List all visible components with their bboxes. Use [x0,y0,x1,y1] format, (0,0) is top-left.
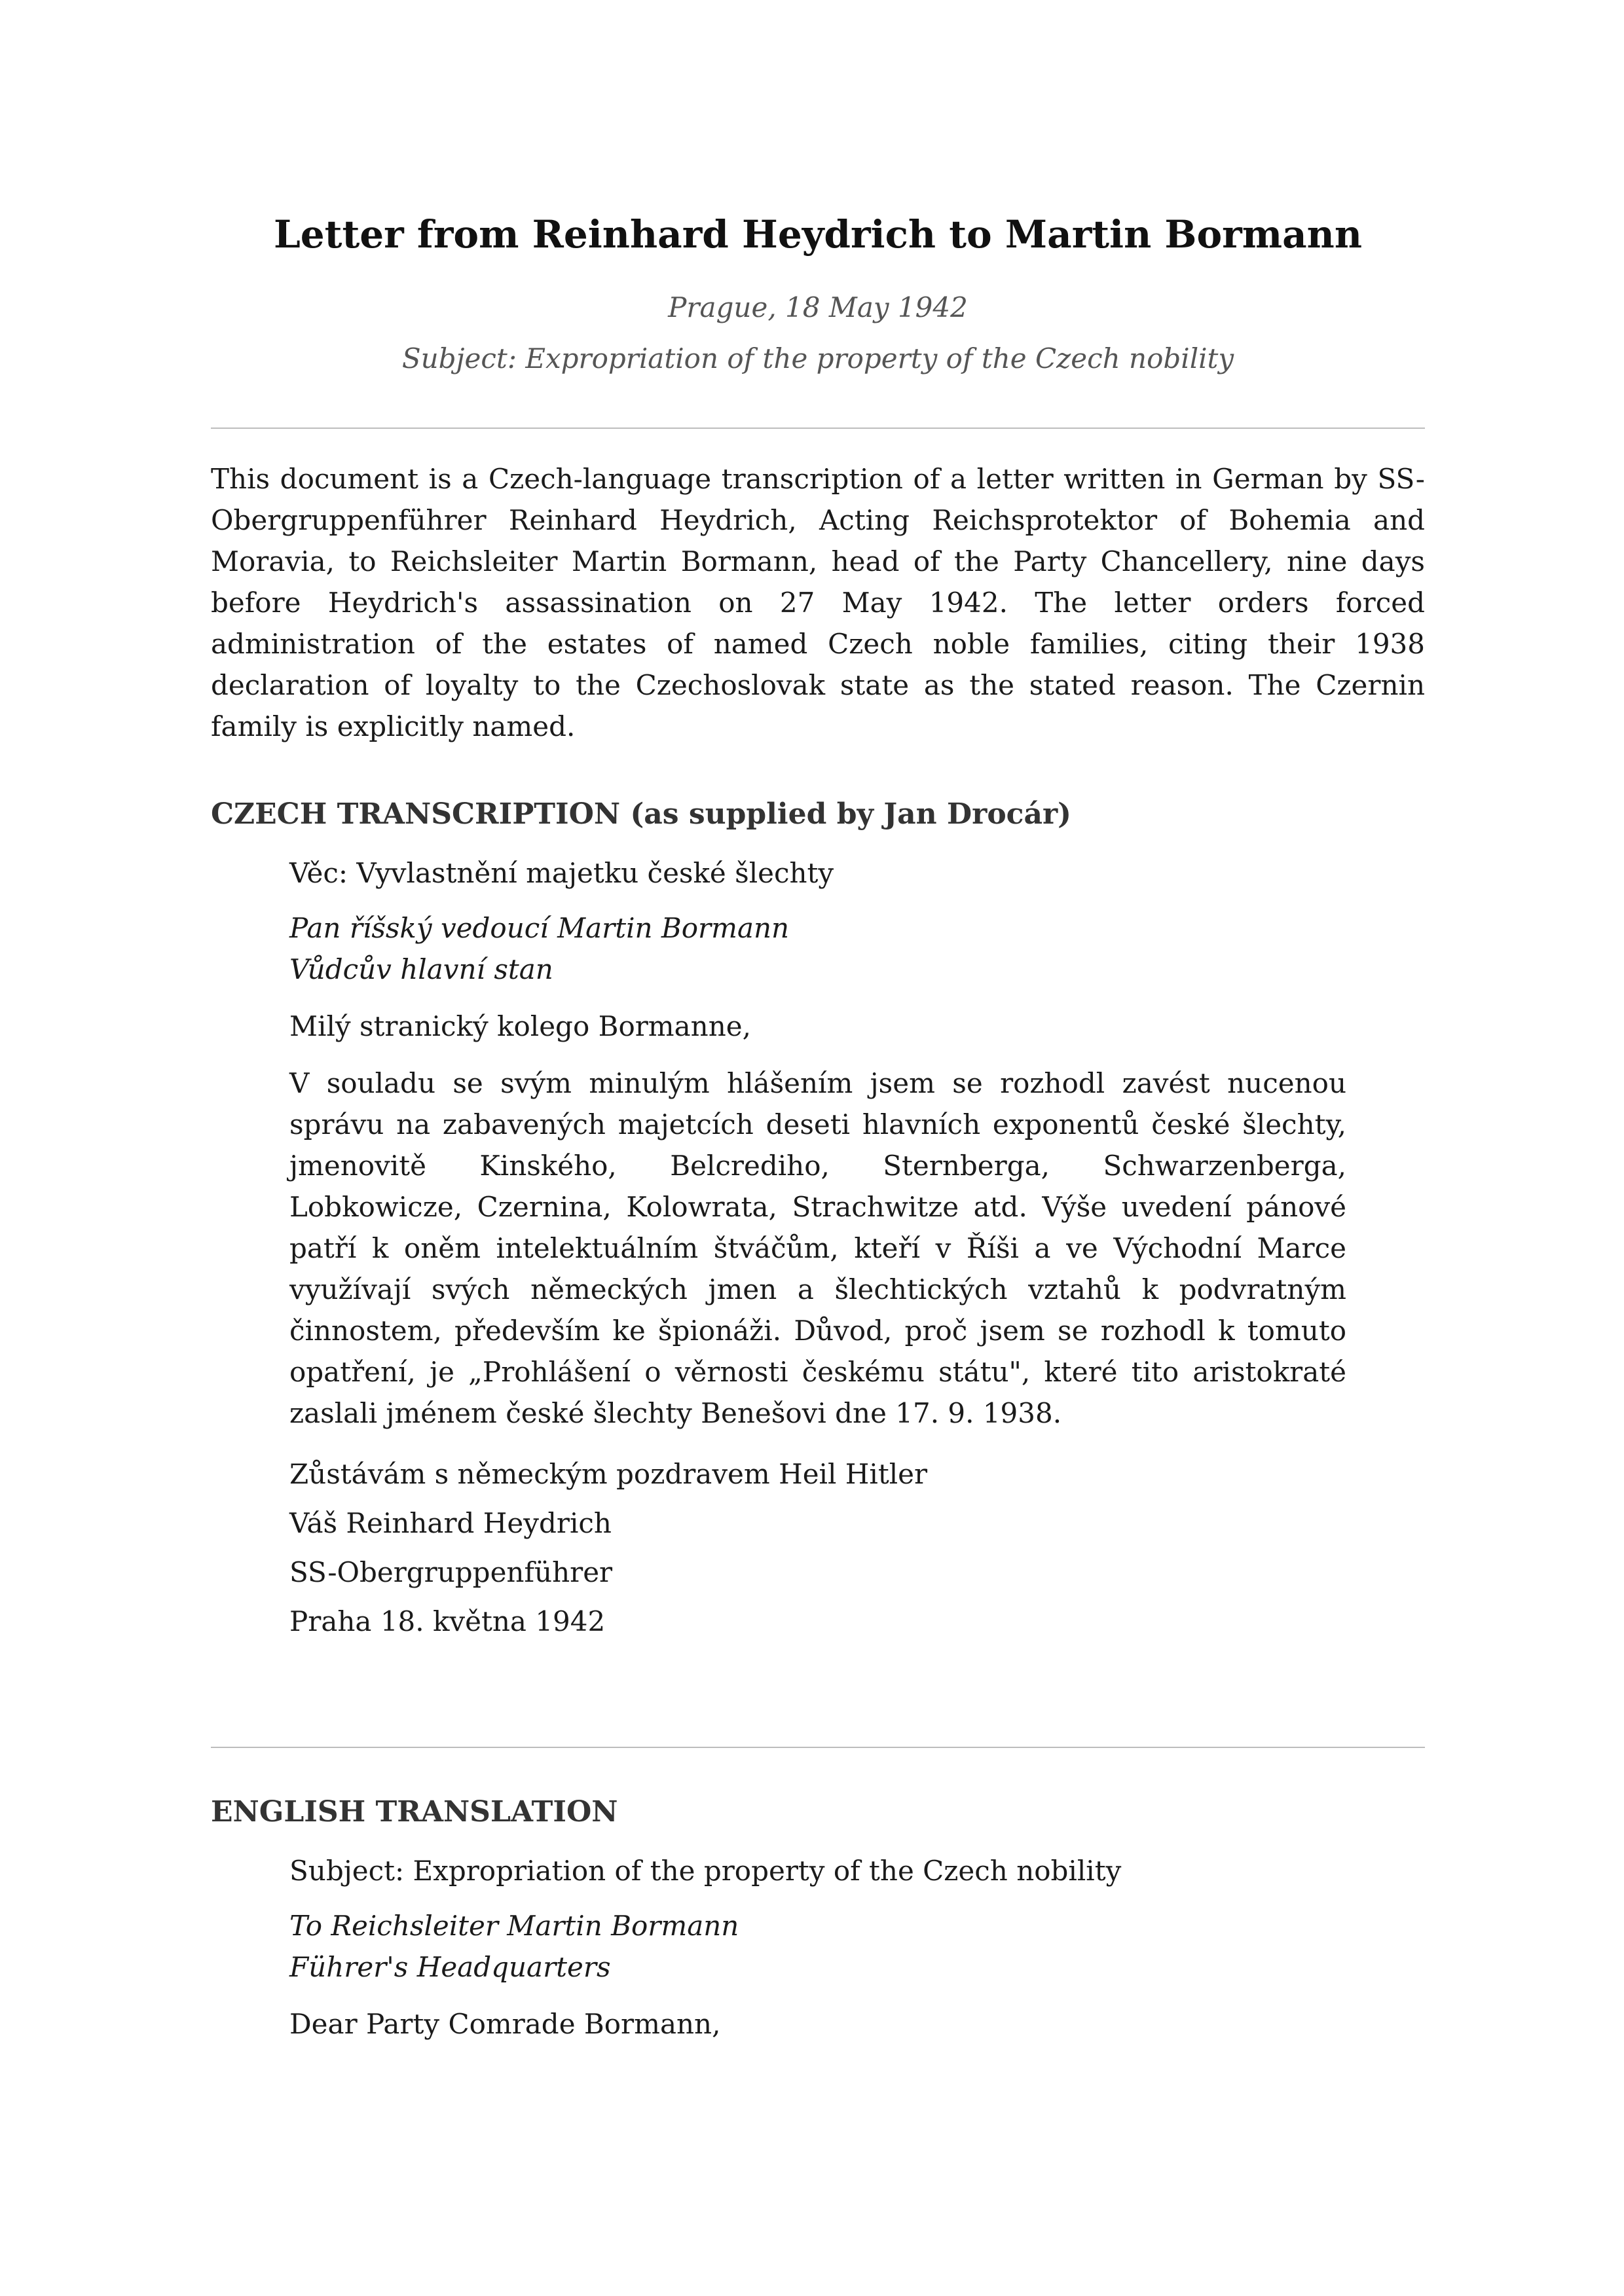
english-letter [289,1850,1346,2045]
czech-subject: Věc: Vyvlastnění majetku české šlechty [289,857,834,889]
english-subject: Subject: Expropriation of the property of the Czech nobility [289,1855,1122,1887]
english-translation-heading: ENGLISH TRANSLATION [211,1795,618,1829]
czech-transcription-heading: CZECH TRANSCRIPTION (as supplied by Jan Drocár) [211,797,1071,831]
czech-body-paragraph: V souladu se svým minulým hlášením jsem se rozhodl zavést nucenou správu na zabavených majetcích deseti hlavních exponentů české šlechty, jmenovitě Kinského, Belcrediho, Sternberga, Schwarzenberga, Lobkowicze, Czernina, Kolowrata, Strachwitze atd. Výše uvedení pánové patří k oněm intelektuálním štváčům, kteří v Říši a ve Východní Marce využívají svých německých jmen a šlechtických vztahů k podvratným činnostem, především ke špionáži. Důvod, proč jsem se rozhodl k tomuto opatření, je „Prohlášení o věrnosti českému státu", které tito aristokraté zaslali jménem české šlechty Benešovi dne 17. 9. 1938. [289,1067,1346,1429]
czech-letter [289,852,1346,1646]
czech-rank: SS-Obergruppenführer [289,1556,613,1588]
czech-signature: Váš Reinhard Heydrich [289,1507,612,1539]
czech-addressee-line-2: Vůdcův hlavní stan [289,953,553,985]
czech-closing: Zůstávám s německým pozdravem Heil Hitler [289,1458,928,1490]
document-title: Letter from Reinhard Heydrich to Martin Bormann [273,212,1362,257]
czech-addressee-line-1: Pan říšský vedoucí Martin Bormann [289,912,790,944]
english-addressee-line-2: Führer's Headquarters [289,1951,611,1983]
document-subject: Subject: Expropriation of the property of the Czech nobility [401,342,1234,374]
divider [211,428,1425,429]
divider [211,1747,1425,1748]
czech-place-date: Praha 18. května 1942 [289,1605,606,1637]
czech-salutation: Milý stranický kolego Bormanne, [289,1010,751,1042]
document-date: Prague, 18 May 1942 [668,291,968,323]
english-addressee-line-1: To Reichsleiter Martin Bormann [289,1910,739,1942]
english-salutation: Dear Party Comrade Bormann, [289,2008,721,2040]
intro-paragraph: This document is a Czech-language transcription of a letter written in German by SS-Obergruppenführer Reinhard Heydrich, Acting Reichsprotektor of Bohemia and Moravia, to Reichsleiter Martin Bormann, head of the Party Chancellery, nine days before Heydrich's assassination on 27 May 1942. The letter orders forced administration of the estates of named Czech noble families, citing their 1938 declaration of loyalty to the Czechoslovak state as the stated reason. The Czernin family is explicitly named. [211,463,1425,742]
